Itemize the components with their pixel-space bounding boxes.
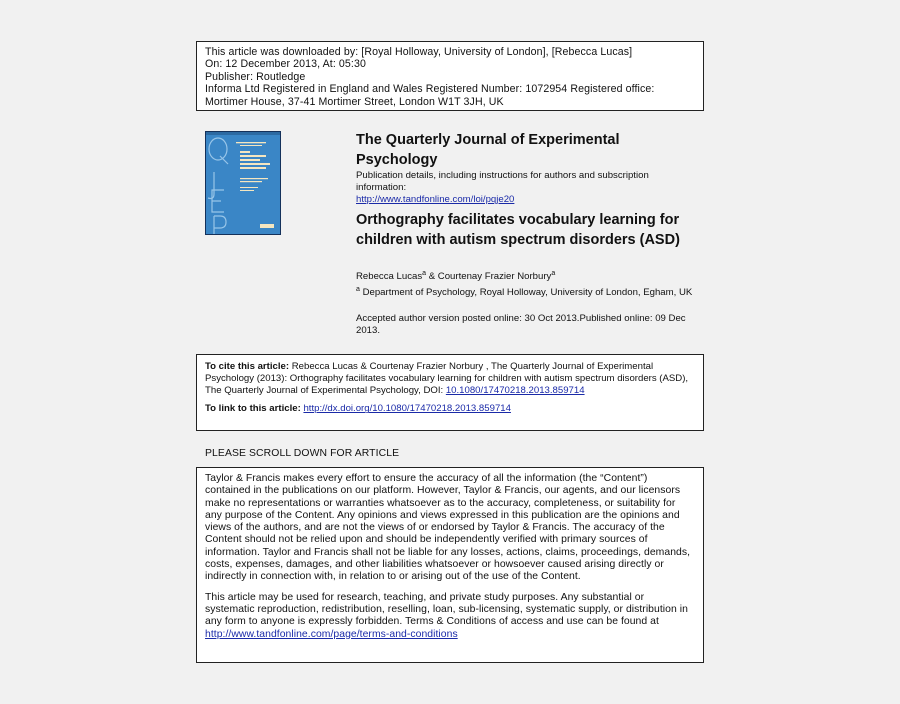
publication-history: Accepted author version posted online: 30 Oct 2013.Published online: 09 Dec 2013. — [356, 313, 686, 336]
disclaimer-box — [196, 467, 704, 663]
author-name: Rebecca Lucas — [356, 271, 423, 282]
publication-details — [356, 170, 696, 205]
author-separator: & — [426, 271, 438, 282]
journal-url-link[interactable]: http://www.tandfonline.com/loi/pqje20 — [356, 193, 515, 205]
usage-paragraph — [205, 592, 695, 641]
publisher: Publisher: Routledge — [205, 70, 306, 83]
authors — [356, 271, 696, 283]
download-line: This article was downloaded by: [Royal Holloway, University of London], [Rebecca Lucas] — [205, 46, 633, 58]
registration-info: Informa Ltd Registered in England and Wales Registered Number: 1072954 Registered office: — [205, 83, 655, 96]
citation-text: Rebecca Lucas & Courtenay Frazier Norbury , The Quarterly Journal of Experimental Psychology (2013): Orthography facilitates vocabulary learning for children with autism spectrum disorders (ASD), The Quarterly Journal of Experimental Psychology, DOI: — [205, 361, 689, 396]
citation-label: To cite this article: — [205, 361, 290, 372]
citation-box — [196, 354, 704, 431]
link-label: To link to this article: — [205, 403, 304, 415]
article-url-link[interactable]: http://dx.doi.org/10.1080/17470218.2013.859714 — [303, 403, 511, 415]
disclaimer-paragraph: Taylor & Francis makes every effort to ensure the accuracy of all the information (the “Content”) contained in the publications on our platform. However, Taylor & Francis, our agents, and our licensors make no representations or warranties whatsoever as to the accuracy, completeness, or suitability for any purpose of the Content. Any opinions and views expressed in this publication are the opinions and views of the authors, and are not the views of or endorsed by Taylor & Francis. The accuracy of the Content should not be relied upon and should be independently verified with primary sources of information. Taylor and Francis shall not be liable for any losses, actions, claims, proceedings, demands, costs, expenses, damages, and other liabilities whatsoever or howsoever caused arising directly or indirectly in connection with, in relation to or arising out of the use of the Content. — [205, 473, 691, 583]
affiliation-text: Department of Psychology, Royal Holloway, University of London, Egham, UK — [359, 287, 693, 298]
terms-link[interactable]: http://www.tandfonline.com/page/terms-and-conditions — [205, 628, 458, 640]
affiliation-marker: a — [422, 269, 427, 277]
article-title: Orthography facilitates vocabulary learning for children with autism spectrum disorders (ASD) — [356, 212, 680, 248]
affiliation-marker: a — [551, 269, 556, 277]
affiliation-marker: a — [356, 285, 360, 293]
doi-link[interactable]: 10.1080/17470218.2013.859714 — [445, 384, 585, 396]
journal-title: The Quarterly Journal of Experimental Psychology — [356, 132, 620, 168]
cover-art — [206, 132, 281, 235]
download-info-box — [196, 41, 704, 111]
journal-cover-image — [205, 131, 281, 235]
author-name: Courtenay Frazier Norbury — [437, 271, 552, 282]
registered-address: Mortimer House, 37-41 Mortimer Street, London W1T 3JH, UK — [205, 95, 504, 108]
usage-text: This article may be used for research, teaching, and private study purposes. Any substantial or systematic reproduction, redistribution, reselling, loan, sub-licensing, systematic supply, or distribution in any form to anyone is expressly forbidden. Terms & Conditions of access and use can be found at — [205, 591, 688, 628]
affiliation — [356, 287, 696, 299]
download-date: On: 12 December 2013, At: 05:30 — [205, 58, 366, 71]
link-to-article — [205, 403, 695, 415]
publication-details-text: Publication details, including instructions for authors and subscription information: — [356, 170, 649, 193]
citation — [205, 361, 695, 396]
scroll-notice: PLEASE SCROLL DOWN FOR ARTICLE — [205, 448, 400, 459]
